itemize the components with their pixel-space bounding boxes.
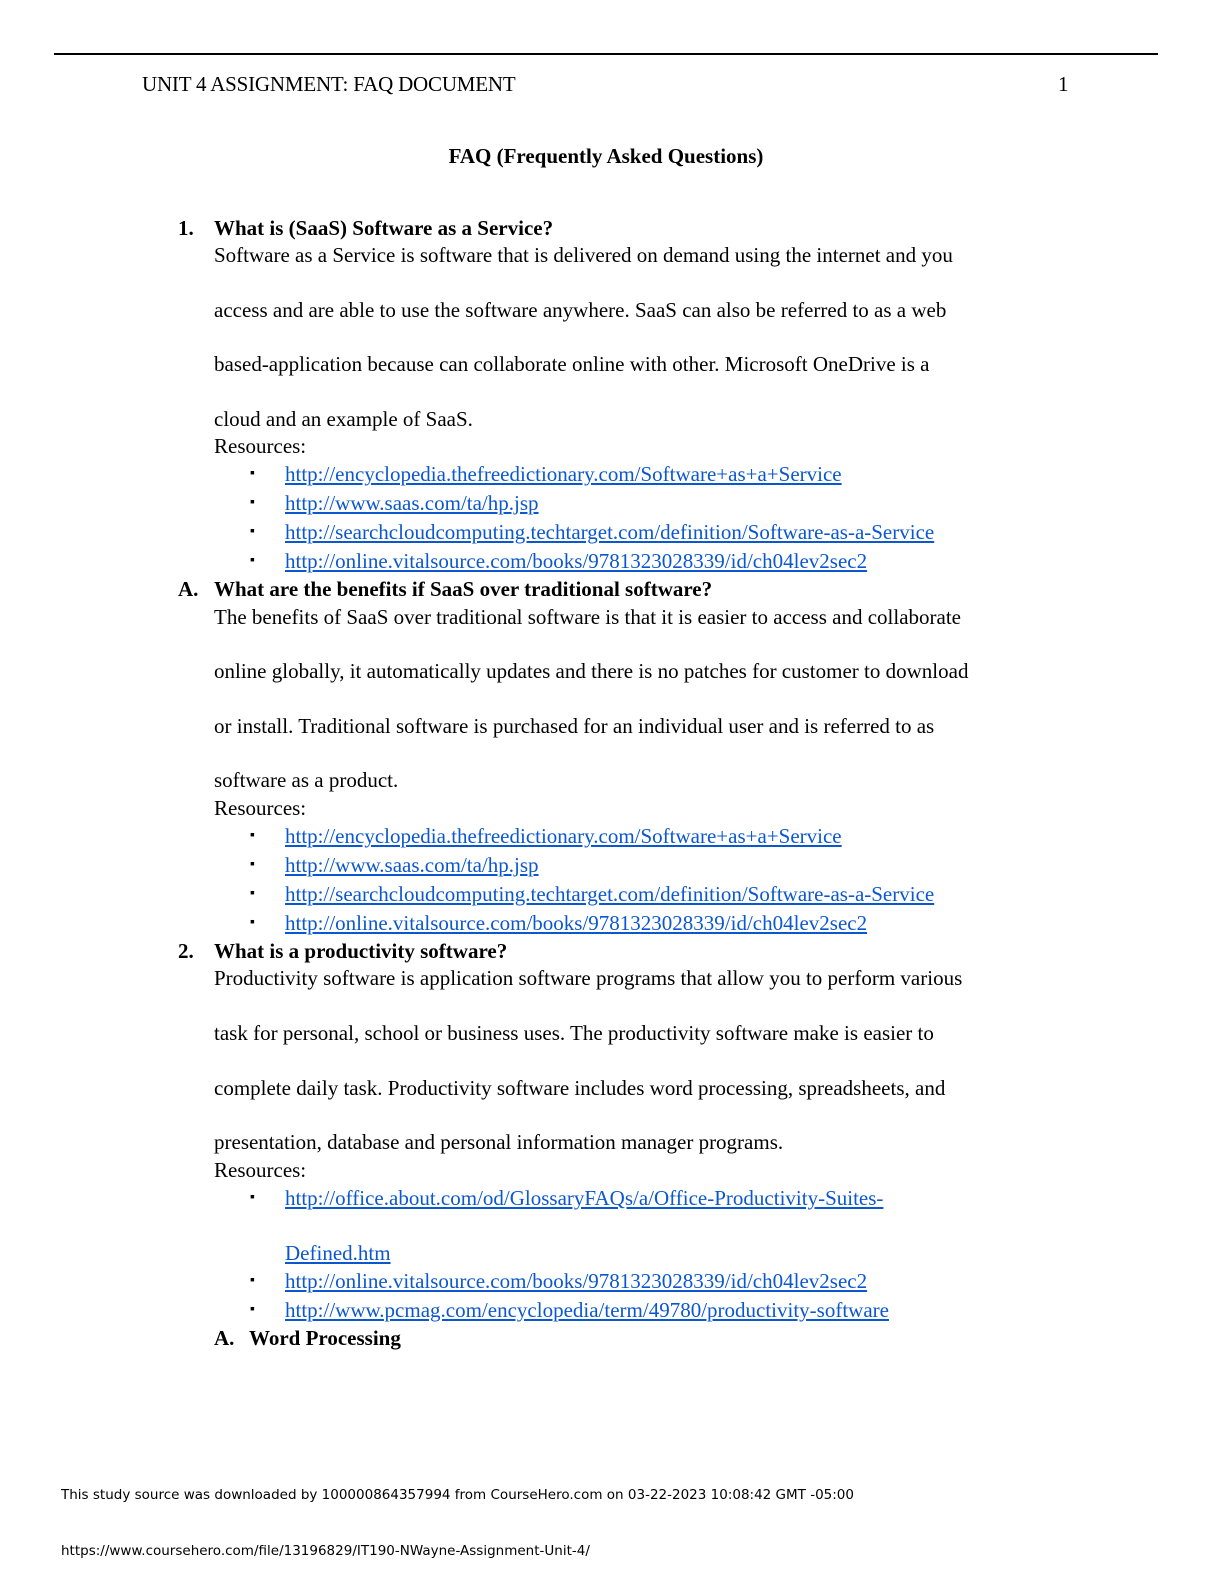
answer-line: software as a product. [214,768,399,792]
answer-line: task for personal, school or business uses. The productivity software make is easier to [214,1021,934,1045]
resource-link[interactable]: http://office.about.com/od/GlossaryFAQs/a/Office-Productivity-Suites- [285,1186,884,1210]
answer-line: Productivity software is application software programs that allow you to perform various [214,966,963,990]
source-url[interactable]: https://www.coursehero.com/file/13196829/IT190-NWayne-Assignment-Unit-4/ [61,1543,590,1559]
resources-label: Resources: [214,434,307,458]
resource-link[interactable]: http://encyclopedia.thefreedictionary.com/Software+as+a+Service [285,462,842,486]
download-notice: This study source was downloaded by 100000864357994 from CourseHero.com on 03-22-2023 10:08:42 GMT -05:00 [61,1487,854,1503]
bullet-icon: ▪ [250,886,255,901]
answer-line: online globally, it automatically updates and there is no patches for customer to download [214,659,969,683]
resources-label: Resources: [214,1158,307,1182]
answer-line: access and are able to use the software anywhere. SaaS can also be referred to as a web [214,298,947,322]
question-heading: What are the benefits if SaaS over traditional software? [214,577,713,601]
bullet-icon: ▪ [250,1190,255,1205]
answer-line: The benefits of SaaS over traditional software is that it is easier to access and collaborate [214,605,961,629]
question-heading: What is a productivity software? [214,939,508,963]
bullet-icon: ▪ [250,857,255,872]
resource-link[interactable]: http://www.pcmag.com/encyclopedia/term/49780/productivity-software [285,1298,889,1322]
resource-link[interactable]: http://www.saas.com/ta/hp.jsp [285,853,539,877]
resource-link[interactable]: http://searchcloudcomputing.techtarget.com/definition/Software-as-a-Service [285,882,935,906]
running-header-title: UNIT 4 ASSIGNMENT: FAQ DOCUMENT [142,72,516,96]
header-rule [54,53,1158,55]
resource-link[interactable]: http://online.vitalsource.com/books/9781323028339/id/ch04lev2sec2 [285,549,868,573]
resource-link[interactable]: http://www.saas.com/ta/hp.jsp [285,491,539,515]
answer-line: based-application because can collaborate online with other. Microsoft OneDrive is a [214,352,930,376]
answer-line: presentation, database and personal information manager programs. [214,1130,784,1154]
answer-line: cloud and an example of SaaS. [214,407,473,431]
resource-link[interactable]: http://searchcloudcomputing.techtarget.com/definition/Software-as-a-Service [285,520,935,544]
question-number: 2. [178,939,194,963]
subsection-heading: Word Processing [249,1326,401,1350]
bullet-icon: ▪ [250,524,255,539]
page-number: 1 [1058,72,1069,96]
bullet-icon: ▪ [250,466,255,481]
bullet-icon: ▪ [250,1302,255,1317]
bullet-icon: ▪ [250,553,255,568]
resource-link-continued[interactable]: Defined.htm [285,1241,391,1265]
subsection-letter: A. [214,1326,235,1350]
question-number: 1. [178,216,194,240]
answer-line: complete daily task. Productivity software includes word processing, spreadsheets, and [214,1076,946,1100]
bullet-icon: ▪ [250,1273,255,1288]
resource-link[interactable]: http://online.vitalsource.com/books/9781323028339/id/ch04lev2sec2 [285,1269,868,1293]
question-heading: What is (SaaS) Software as a Service? [214,216,554,240]
answer-line: or install. Traditional software is purchased for an individual user and is referred to as [214,714,935,738]
question-number: A. [178,577,199,601]
document-title: FAQ (Frequently Asked Questions) [448,144,764,168]
resource-link[interactable]: http://encyclopedia.thefreedictionary.com/Software+as+a+Service [285,824,842,848]
bullet-icon: ▪ [250,495,255,510]
bullet-icon: ▪ [250,828,255,843]
answer-line: Software as a Service is software that is delivered on demand using the internet and you [214,243,953,267]
resources-label: Resources: [214,796,307,820]
bullet-icon: ▪ [250,915,255,930]
resource-link[interactable]: http://online.vitalsource.com/books/9781323028339/id/ch04lev2sec2 [285,911,868,935]
